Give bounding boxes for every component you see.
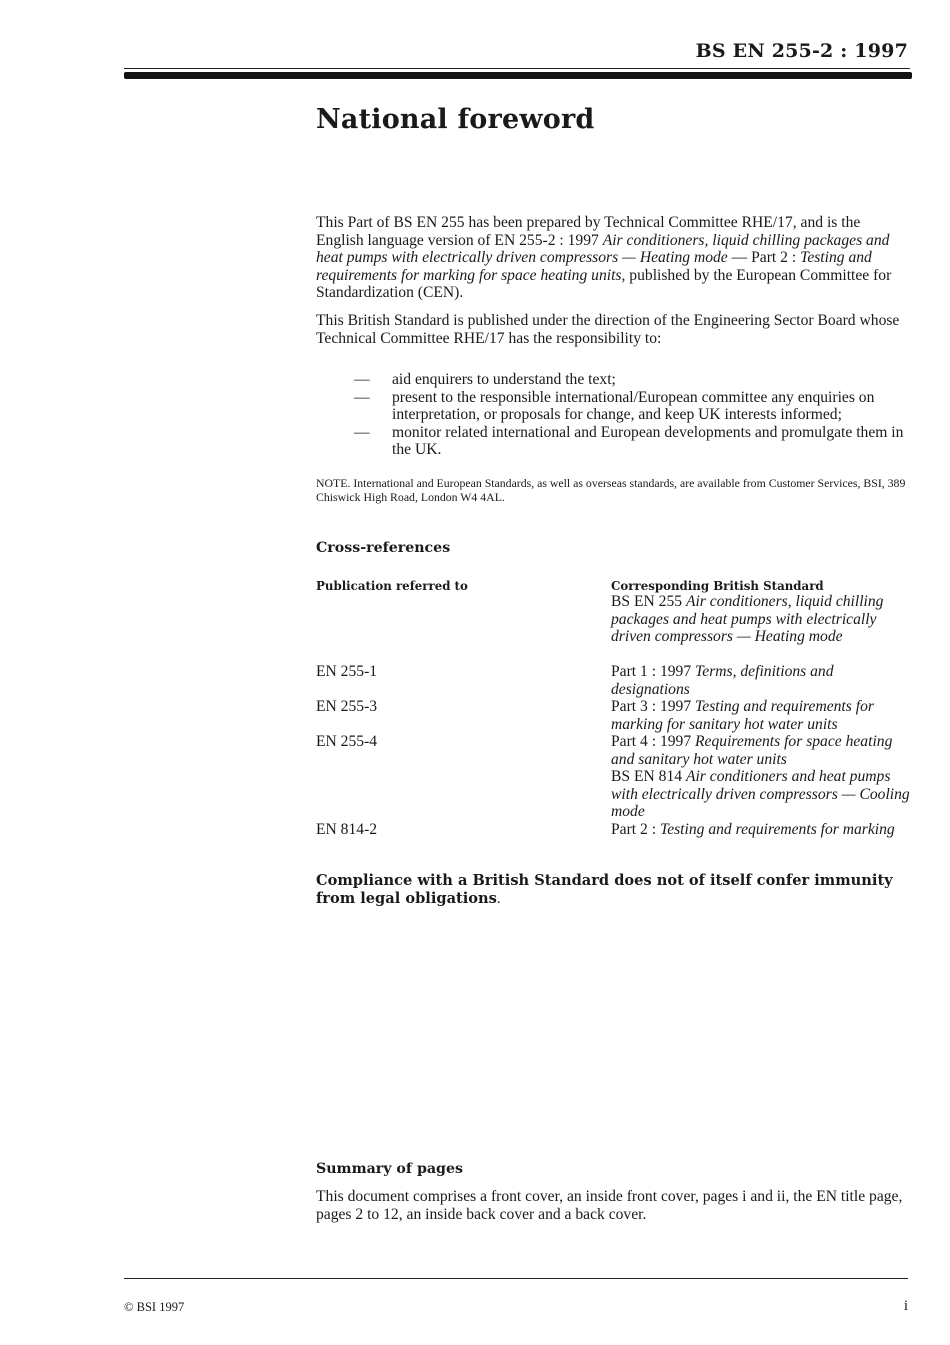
header-rule-thick — [124, 72, 912, 79]
standard-number: BS EN 814 — [611, 768, 686, 785]
compliance-statement — [316, 872, 910, 908]
standard-number: Part 4 : 1997 — [611, 733, 696, 750]
list-item-text: aid enquirers to understand the text; — [392, 371, 616, 388]
main-content — [316, 104, 910, 1223]
dash-bullet: — — [354, 423, 370, 441]
publication-ref: EN 814-2 — [316, 821, 378, 838]
direction-paragraph: This British Standard is published under the direction of the Engineering Sector Board whose Technical Committee RHE/17 has the responsibility to: — [316, 312, 900, 347]
standard-number: Part 3 : 1997 — [611, 698, 696, 715]
standard-title: Requirements for space heating and sanitary hot water units — [611, 733, 893, 768]
publication-ref: EN 255-3 — [316, 698, 378, 715]
british-standard-ref — [611, 768, 910, 821]
compliance-tail: . — [496, 890, 501, 907]
british-standard-ref — [611, 733, 910, 768]
header-rule-thin — [124, 68, 910, 69]
standard-number: BS EN 255 — [611, 593, 686, 610]
cross-references-heading: Cross-references — [316, 540, 451, 556]
publication-ref: EN 255-1 — [316, 663, 378, 680]
intro-text-end: , published by the European Committee for Standardization (CEN). — [316, 266, 892, 302]
list-item — [316, 371, 910, 389]
standard-title: Testing and requirements for marking — [659, 821, 895, 838]
footer-rule — [124, 1278, 908, 1279]
intro-title-italic: Air conditioners, liquid chilling packages and heat pumps with electrically driven compressors — Heating mode — [316, 231, 890, 267]
list-item-text: present to the responsible international/European committee any enquiries on interpretation, or proposals for change, and keep UK interests informed; — [392, 388, 875, 424]
standard-number: Part 2 : — [611, 821, 660, 838]
list-item — [316, 389, 910, 424]
column-header-british-standard: Corresponding British Standard — [611, 579, 824, 593]
availability-note: NOTE. International and European Standards, as well as overseas standards, are available from Customer Services, BSI, 389 Chiswick High Road, London W4 4AL. — [316, 476, 906, 505]
compliance-bold-text: Compliance with a British Standard does not of itself confer immunity from legal obligations — [316, 872, 893, 907]
intro-text: This Part of BS EN 255 has been prepared by Technical Committee RHE/17, and is the English language version of EN 255-2 : 1997 — [316, 214, 861, 249]
page-title: National foreword — [316, 104, 595, 135]
intro-text-part: — Part 2 : — [727, 249, 801, 267]
british-standard-ref — [611, 663, 910, 698]
british-standard-ref — [611, 593, 910, 646]
intro-paragraph — [316, 214, 910, 302]
standard-title: Terms, definitions and designations — [611, 663, 834, 698]
standard-title: Testing and requirements for marking for sanitary hot water units — [611, 698, 874, 733]
intro-part-title-italic: Testing and requirements for marking for space heating units — [316, 249, 872, 284]
page-number: i — [903, 1298, 908, 1314]
list-item-text: monitor related international and European developments and promulgate them in the UK. — [392, 423, 904, 459]
british-standard-ref — [611, 821, 910, 839]
summary-text: This document comprises a front cover, an inside front cover, pages i and ii, the EN title page, pages 2 to 12, an inside back cover and a back cover. — [316, 1188, 903, 1223]
standard-title: Air conditioners and heat pumps with electrically driven compressors — Cooling mode — [611, 768, 910, 821]
copyright: © BSI 1997 — [124, 1300, 185, 1314]
standard-title: Air conditioners, liquid chilling packages and heat pumps with electrically driven compressors — Heating mode — [611, 593, 884, 646]
dash-bullet: — — [354, 388, 370, 406]
column-header-publication: Publication referred to — [316, 579, 468, 593]
list-item — [316, 424, 910, 459]
summary-heading: Summary of pages — [316, 1161, 463, 1177]
responsibility-list — [316, 371, 910, 459]
standard-number: Part 1 : 1997 — [611, 663, 696, 680]
document-id: BS EN 255-2 : 1997 — [695, 40, 908, 62]
publication-ref: EN 255-4 — [316, 733, 378, 750]
dash-bullet: — — [354, 371, 370, 388]
british-standard-ref — [611, 698, 910, 733]
